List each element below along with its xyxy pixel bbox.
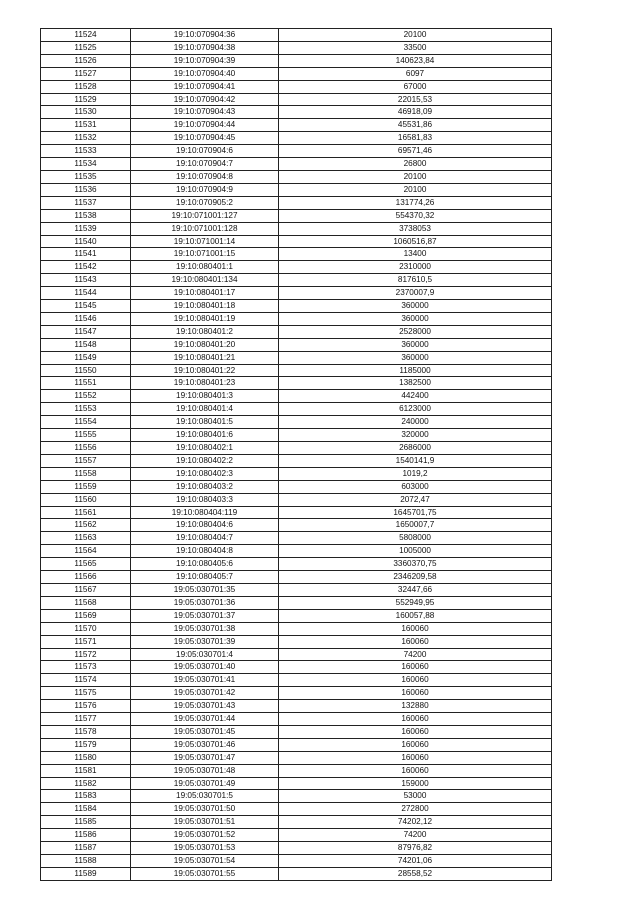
row-number-cell: 11576 <box>41 700 131 713</box>
cadastral-number-cell: 19:10:070904:40 <box>131 67 279 80</box>
value-cell: 3360370,75 <box>279 558 552 571</box>
table-row <box>41 596 552 609</box>
table-row <box>41 725 552 738</box>
row-number-cell: 11545 <box>41 300 131 313</box>
value-cell: 360000 <box>279 300 552 313</box>
value-cell: 160060 <box>279 764 552 777</box>
cadastral-number-cell: 19:10:070904:43 <box>131 106 279 119</box>
row-number-cell: 11585 <box>41 816 131 829</box>
row-number-cell: 11570 <box>41 622 131 635</box>
value-cell: 160060 <box>279 725 552 738</box>
value-cell: 240000 <box>279 416 552 429</box>
value-cell: 160060 <box>279 622 552 635</box>
cadastral-number-cell: 19:05:030701:45 <box>131 725 279 738</box>
value-cell: 6097 <box>279 67 552 80</box>
cadastral-number-cell: 19:10:070904:45 <box>131 132 279 145</box>
value-cell: 554370,32 <box>279 209 552 222</box>
table-row <box>41 764 552 777</box>
table-row <box>41 80 552 93</box>
cadastral-number-cell: 19:10:070904:6 <box>131 145 279 158</box>
row-number-cell: 11575 <box>41 687 131 700</box>
table-row <box>41 93 552 106</box>
row-number-cell: 11555 <box>41 429 131 442</box>
value-cell: 160060 <box>279 738 552 751</box>
row-number-cell: 11564 <box>41 545 131 558</box>
value-cell: 140623,84 <box>279 54 552 67</box>
cadastral-number-cell: 19:10:071001:127 <box>131 209 279 222</box>
value-cell: 3738053 <box>279 222 552 235</box>
value-cell: 1005000 <box>279 545 552 558</box>
table-row <box>41 351 552 364</box>
table-row <box>41 377 552 390</box>
value-cell: 320000 <box>279 429 552 442</box>
row-number-cell: 11565 <box>41 558 131 571</box>
cadastral-number-cell: 19:10:071001:15 <box>131 248 279 261</box>
row-number-cell: 11588 <box>41 855 131 868</box>
value-cell: 45531,86 <box>279 119 552 132</box>
row-number-cell: 11583 <box>41 790 131 803</box>
cadastral-number-cell: 19:10:080401:19 <box>131 312 279 325</box>
table-row <box>41 571 552 584</box>
value-cell: 1645701,75 <box>279 506 552 519</box>
table-row <box>41 816 552 829</box>
cadastral-number-cell: 19:10:080403:3 <box>131 493 279 506</box>
value-cell: 67000 <box>279 80 552 93</box>
table-row <box>41 248 552 261</box>
table-row <box>41 609 552 622</box>
row-number-cell: 11584 <box>41 803 131 816</box>
table-row <box>41 829 552 842</box>
table-row <box>41 519 552 532</box>
cadastral-number-cell: 19:05:030701:55 <box>131 867 279 880</box>
value-cell: 360000 <box>279 338 552 351</box>
table-row <box>41 364 552 377</box>
table-row <box>41 532 552 545</box>
table-row <box>41 661 552 674</box>
row-number-cell: 11547 <box>41 325 131 338</box>
row-number-cell: 11560 <box>41 493 131 506</box>
cadastral-number-cell: 19:05:030701:35 <box>131 583 279 596</box>
row-number-cell: 11538 <box>41 209 131 222</box>
row-number-cell: 11534 <box>41 158 131 171</box>
table-row <box>41 480 552 493</box>
value-cell: 817610,5 <box>279 274 552 287</box>
cadastral-number-cell: 19:10:080401:134 <box>131 274 279 287</box>
cadastral-number-cell: 19:05:030701:53 <box>131 842 279 855</box>
row-number-cell: 11557 <box>41 454 131 467</box>
cadastral-number-cell: 19:10:070904:38 <box>131 41 279 54</box>
table-row <box>41 429 552 442</box>
value-cell: 87976,82 <box>279 842 552 855</box>
row-number-cell: 11535 <box>41 170 131 183</box>
cadastral-number-cell: 19:05:030701:41 <box>131 674 279 687</box>
value-cell: 160060 <box>279 635 552 648</box>
value-cell: 33500 <box>279 41 552 54</box>
cadastral-number-cell: 19:05:030701:4 <box>131 648 279 661</box>
value-cell: 22015,53 <box>279 93 552 106</box>
value-cell: 1650007,7 <box>279 519 552 532</box>
cadastral-number-cell: 19:05:030701:44 <box>131 713 279 726</box>
row-number-cell: 11582 <box>41 777 131 790</box>
table-row <box>41 274 552 287</box>
table-row <box>41 842 552 855</box>
table-row <box>41 29 552 42</box>
value-cell: 1382500 <box>279 377 552 390</box>
cadastral-number-cell: 19:10:080401:5 <box>131 416 279 429</box>
row-number-cell: 11542 <box>41 261 131 274</box>
table-row <box>41 106 552 119</box>
cadastral-number-cell: 19:05:030701:38 <box>131 622 279 635</box>
value-cell: 160060 <box>279 661 552 674</box>
table-row <box>41 325 552 338</box>
cadastral-number-cell: 19:05:030701:37 <box>131 609 279 622</box>
row-number-cell: 11556 <box>41 442 131 455</box>
cadastral-number-cell: 19:10:080404:8 <box>131 545 279 558</box>
row-number-cell: 11526 <box>41 54 131 67</box>
table-row <box>41 209 552 222</box>
row-number-cell: 11578 <box>41 725 131 738</box>
table-row <box>41 390 552 403</box>
cadastral-number-cell: 19:10:070905:2 <box>131 196 279 209</box>
row-number-cell: 11561 <box>41 506 131 519</box>
value-cell: 2346209,58 <box>279 571 552 584</box>
cadastral-number-cell: 19:10:080401:22 <box>131 364 279 377</box>
row-number-cell: 11525 <box>41 41 131 54</box>
row-number-cell: 11562 <box>41 519 131 532</box>
row-number-cell: 11524 <box>41 29 131 42</box>
row-number-cell: 11573 <box>41 661 131 674</box>
value-cell: 2370007,9 <box>279 287 552 300</box>
table-row <box>41 183 552 196</box>
table-row <box>41 855 552 868</box>
cadastral-number-cell: 19:10:080401:2 <box>131 325 279 338</box>
table-row <box>41 170 552 183</box>
cadastral-number-cell: 19:10:080401:4 <box>131 403 279 416</box>
value-cell: 2528000 <box>279 325 552 338</box>
row-number-cell: 11528 <box>41 80 131 93</box>
cadastral-number-cell: 19:10:071001:128 <box>131 222 279 235</box>
table-row <box>41 196 552 209</box>
row-number-cell: 11543 <box>41 274 131 287</box>
cadastral-number-cell: 19:10:080401:20 <box>131 338 279 351</box>
cadastral-value-table <box>40 28 552 881</box>
value-cell: 26800 <box>279 158 552 171</box>
table-row <box>41 545 552 558</box>
row-number-cell: 11580 <box>41 751 131 764</box>
cadastral-number-cell: 19:10:080401:1 <box>131 261 279 274</box>
row-number-cell: 11551 <box>41 377 131 390</box>
row-number-cell: 11559 <box>41 480 131 493</box>
table-row <box>41 751 552 764</box>
value-cell: 16581,83 <box>279 132 552 145</box>
cadastral-number-cell: 19:05:030701:43 <box>131 700 279 713</box>
cadastral-number-cell: 19:10:080405:7 <box>131 571 279 584</box>
row-number-cell: 11548 <box>41 338 131 351</box>
table-row <box>41 506 552 519</box>
row-number-cell: 11558 <box>41 467 131 480</box>
cadastral-number-cell: 19:10:080401:21 <box>131 351 279 364</box>
table-row <box>41 493 552 506</box>
table-row <box>41 442 552 455</box>
value-cell: 2310000 <box>279 261 552 274</box>
cadastral-number-cell: 19:10:080404:119 <box>131 506 279 519</box>
value-cell: 1019,2 <box>279 467 552 480</box>
row-number-cell: 11579 <box>41 738 131 751</box>
cadastral-number-cell: 19:05:030701:48 <box>131 764 279 777</box>
value-cell: 6123000 <box>279 403 552 416</box>
table-row <box>41 119 552 132</box>
row-number-cell: 11571 <box>41 635 131 648</box>
row-number-cell: 11531 <box>41 119 131 132</box>
table-row <box>41 67 552 80</box>
row-number-cell: 11577 <box>41 713 131 726</box>
table-row <box>41 558 552 571</box>
cadastral-number-cell: 19:10:070904:36 <box>131 29 279 42</box>
row-number-cell: 11549 <box>41 351 131 364</box>
cadastral-number-cell: 19:10:080401:18 <box>131 300 279 313</box>
row-number-cell: 11541 <box>41 248 131 261</box>
value-cell: 32447,66 <box>279 583 552 596</box>
value-cell: 74200 <box>279 829 552 842</box>
table-row <box>41 403 552 416</box>
cadastral-number-cell: 19:05:030701:46 <box>131 738 279 751</box>
table-row <box>41 803 552 816</box>
table-row <box>41 867 552 880</box>
value-cell: 360000 <box>279 312 552 325</box>
table-row <box>41 54 552 67</box>
row-number-cell: 11567 <box>41 583 131 596</box>
cadastral-number-cell: 19:10:080403:2 <box>131 480 279 493</box>
cadastral-number-cell: 19:10:080405:6 <box>131 558 279 571</box>
value-cell: 20100 <box>279 170 552 183</box>
table-row <box>41 687 552 700</box>
table-row <box>41 300 552 313</box>
value-cell: 53000 <box>279 790 552 803</box>
row-number-cell: 11539 <box>41 222 131 235</box>
value-cell: 159000 <box>279 777 552 790</box>
row-number-cell: 11554 <box>41 416 131 429</box>
row-number-cell: 11563 <box>41 532 131 545</box>
row-number-cell: 11540 <box>41 235 131 248</box>
table-row <box>41 454 552 467</box>
table-row <box>41 635 552 648</box>
row-number-cell: 11530 <box>41 106 131 119</box>
cadastral-number-cell: 19:10:070904:8 <box>131 170 279 183</box>
row-number-cell: 11553 <box>41 403 131 416</box>
cadastral-number-cell: 19:10:080404:6 <box>131 519 279 532</box>
value-cell: 69571,46 <box>279 145 552 158</box>
table-row <box>41 700 552 713</box>
cadastral-number-cell: 19:10:080401:23 <box>131 377 279 390</box>
row-number-cell: 11536 <box>41 183 131 196</box>
cadastral-number-cell: 19:05:030701:54 <box>131 855 279 868</box>
value-cell: 1060516,87 <box>279 235 552 248</box>
value-cell: 603000 <box>279 480 552 493</box>
row-number-cell: 11587 <box>41 842 131 855</box>
cadastral-number-cell: 19:05:030701:50 <box>131 803 279 816</box>
cadastral-number-cell: 19:10:070904:7 <box>131 158 279 171</box>
row-number-cell: 11566 <box>41 571 131 584</box>
value-cell: 1185000 <box>279 364 552 377</box>
row-number-cell: 11574 <box>41 674 131 687</box>
table-row <box>41 312 552 325</box>
value-cell: 160060 <box>279 687 552 700</box>
table-row <box>41 222 552 235</box>
value-cell: 131774,26 <box>279 196 552 209</box>
table-row <box>41 622 552 635</box>
cadastral-number-cell: 19:10:080401:6 <box>131 429 279 442</box>
value-cell: 552949,95 <box>279 596 552 609</box>
cadastral-number-cell: 19:10:070904:39 <box>131 54 279 67</box>
value-cell: 160060 <box>279 751 552 764</box>
cadastral-number-cell: 19:05:030701:5 <box>131 790 279 803</box>
row-number-cell: 11581 <box>41 764 131 777</box>
value-cell: 160057,88 <box>279 609 552 622</box>
cadastral-number-cell: 19:10:070904:9 <box>131 183 279 196</box>
table-row <box>41 713 552 726</box>
cadastral-number-cell: 19:05:030701:36 <box>131 596 279 609</box>
cadastral-number-cell: 19:10:080401:17 <box>131 287 279 300</box>
value-cell: 20100 <box>279 183 552 196</box>
table-row <box>41 738 552 751</box>
cadastral-number-cell: 19:10:070904:44 <box>131 119 279 132</box>
cadastral-number-cell: 19:05:030701:47 <box>131 751 279 764</box>
table-row <box>41 158 552 171</box>
table-row <box>41 583 552 596</box>
value-cell: 272800 <box>279 803 552 816</box>
table-row <box>41 467 552 480</box>
table-row <box>41 777 552 790</box>
row-number-cell: 11527 <box>41 67 131 80</box>
table-row <box>41 648 552 661</box>
cadastral-number-cell: 19:10:071001:14 <box>131 235 279 248</box>
value-cell: 5808000 <box>279 532 552 545</box>
cadastral-number-cell: 19:05:030701:40 <box>131 661 279 674</box>
table-row <box>41 145 552 158</box>
table-row <box>41 132 552 145</box>
value-cell: 1540141,9 <box>279 454 552 467</box>
cadastral-number-cell: 19:10:080402:2 <box>131 454 279 467</box>
row-number-cell: 11568 <box>41 596 131 609</box>
row-number-cell: 11569 <box>41 609 131 622</box>
value-cell: 2686000 <box>279 442 552 455</box>
table-row <box>41 674 552 687</box>
value-cell: 74201,06 <box>279 855 552 868</box>
table-row <box>41 790 552 803</box>
cadastral-number-cell: 19:05:030701:52 <box>131 829 279 842</box>
row-number-cell: 11533 <box>41 145 131 158</box>
value-cell: 46918,09 <box>279 106 552 119</box>
row-number-cell: 11586 <box>41 829 131 842</box>
value-cell: 74200 <box>279 648 552 661</box>
cadastral-number-cell: 19:05:030701:51 <box>131 816 279 829</box>
cadastral-number-cell: 19:05:030701:42 <box>131 687 279 700</box>
row-number-cell: 11546 <box>41 312 131 325</box>
value-cell: 132880 <box>279 700 552 713</box>
row-number-cell: 11544 <box>41 287 131 300</box>
value-cell: 2072,47 <box>279 493 552 506</box>
table-row <box>41 235 552 248</box>
value-cell: 160060 <box>279 713 552 726</box>
cadastral-number-cell: 19:10:080401:3 <box>131 390 279 403</box>
row-number-cell: 11550 <box>41 364 131 377</box>
cadastral-number-cell: 19:10:080402:3 <box>131 467 279 480</box>
value-cell: 74202,12 <box>279 816 552 829</box>
row-number-cell: 11537 <box>41 196 131 209</box>
cadastral-number-cell: 19:05:030701:49 <box>131 777 279 790</box>
value-cell: 360000 <box>279 351 552 364</box>
cadastral-number-cell: 19:10:080402:1 <box>131 442 279 455</box>
table-row <box>41 416 552 429</box>
row-number-cell: 11589 <box>41 867 131 880</box>
cadastral-number-cell: 19:10:080404:7 <box>131 532 279 545</box>
value-cell: 28558,52 <box>279 867 552 880</box>
table-body <box>41 29 552 881</box>
value-cell: 442400 <box>279 390 552 403</box>
value-cell: 13400 <box>279 248 552 261</box>
value-cell: 20100 <box>279 29 552 42</box>
row-number-cell: 11552 <box>41 390 131 403</box>
table-row <box>41 287 552 300</box>
table-row <box>41 338 552 351</box>
row-number-cell: 11572 <box>41 648 131 661</box>
table-row <box>41 41 552 54</box>
table-row <box>41 261 552 274</box>
row-number-cell: 11529 <box>41 93 131 106</box>
row-number-cell: 11532 <box>41 132 131 145</box>
value-cell: 160060 <box>279 674 552 687</box>
cadastral-number-cell: 19:10:070904:42 <box>131 93 279 106</box>
cadastral-number-cell: 19:05:030701:39 <box>131 635 279 648</box>
cadastral-number-cell: 19:10:070904:41 <box>131 80 279 93</box>
